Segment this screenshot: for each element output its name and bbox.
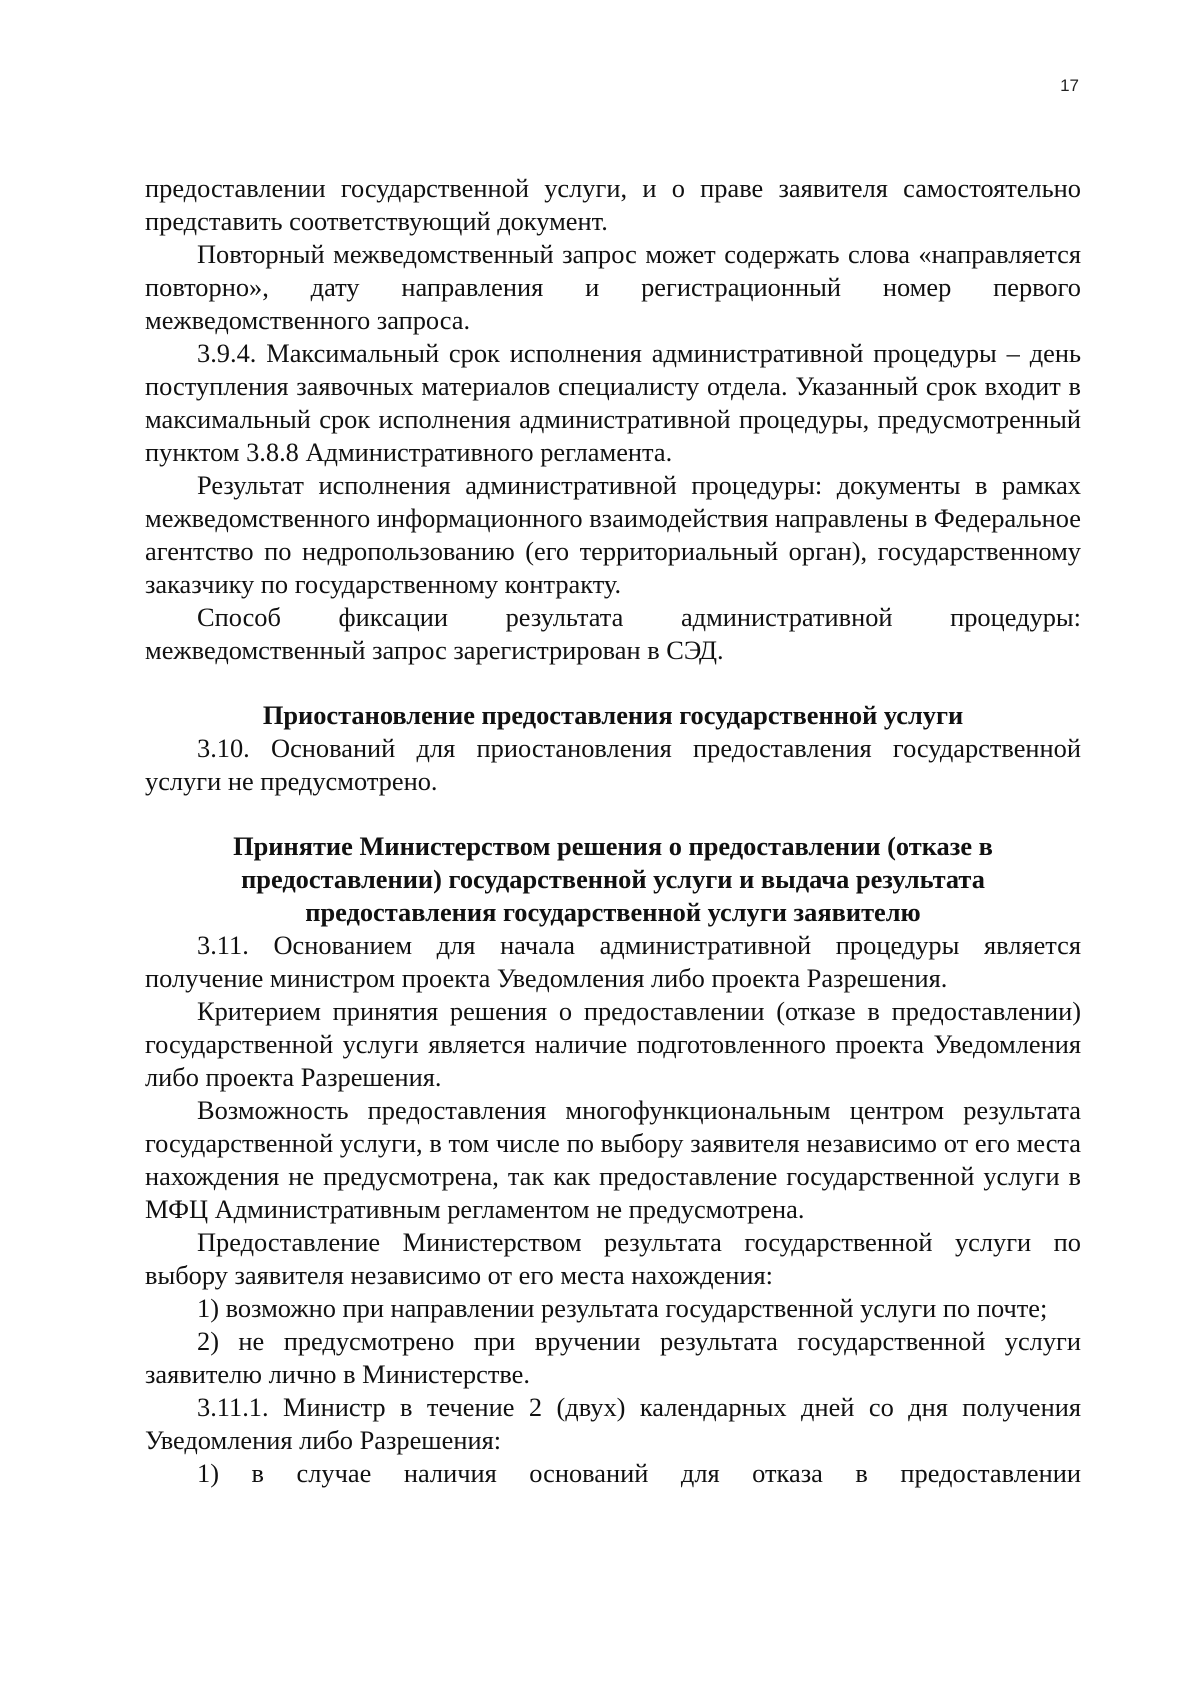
paragraph: 1) в случае наличия оснований для отказа в предоставлении — [197, 1458, 1081, 1488]
section-heading — [145, 699, 1081, 732]
heading-line: предоставлении) государственной услуги и выдача результата — [241, 864, 985, 894]
paragraph: 3.11. Основанием для начала административной процедуры является получение министром проекта Уведомления либо проекта Разрешения. — [145, 930, 1081, 993]
paragraph: 1) возможно при направлении результата государственной услуги по почте; — [197, 1293, 1048, 1323]
paragraph: Критерием принятия решения о предоставлении (отказе в предоставлении) государственной услуги является наличие подготовленного проекта Уведомления либо проекта Разрешения. — [145, 996, 1081, 1092]
paragraph: 2) не предусмотрено при вручении результата государственной услуги заявителю лично в Министерстве. — [145, 1326, 1081, 1389]
section-spacer — [145, 798, 1081, 830]
page-number: 17 — [1060, 76, 1079, 95]
paragraph: Повторный межведомственный запрос может содержать слова «направляется повторно», дату направления и регистрационный номер первого межведомственного запроса. — [145, 239, 1081, 335]
paragraph: 3.10. Оснований для приостановления предоставления государственной услуги не предусмотрено. — [145, 733, 1081, 796]
heading-line: Принятие Министерством решения о предоставлении (отказе в — [233, 831, 993, 861]
document-body — [145, 172, 1081, 1490]
paragraph: 3.11.1. Министр в течение 2 (двух) календарных дней со дня получения Уведомления либо Разрешения: — [145, 1392, 1081, 1455]
heading-line: предоставления государственной услуги заявителю — [305, 897, 921, 927]
paragraph: 3.9.4. Максимальный срок исполнения административной процедуры – день поступления заявочных материалов специалисту отдела. Указанный срок входит в максимальный срок исполнения административной процедуры, предусмотренный пунктом 3.8.8 Административного регламента. — [145, 338, 1081, 467]
paragraph: предоставлении государственной услуги, и о праве заявителя самостоятельно представить соответствующий документ. — [145, 173, 1081, 236]
heading-line: Приостановление предоставления государственной услуги — [262, 700, 964, 730]
section-spacer — [145, 667, 1081, 699]
section-heading — [145, 830, 1081, 929]
paragraph: Предоставление Министерством результата государственной услуги по выбору заявителя независимо от его места нахождения: — [145, 1227, 1081, 1290]
paragraph: Способ фиксации результата административной процедуры: межведомственный запрос зарегистрирован в СЭД. — [145, 602, 1081, 665]
paragraph: Результат исполнения административной процедуры: документы в рамках межведомственного информационного взаимодействия направлены в Федеральное агентство по недропользованию (его территориальный орган), государственному заказчику по государственному контракту. — [145, 470, 1081, 599]
paragraph: Возможность предоставления многофункциональным центром результата государственной услуги, в том числе по выбору заявителя независимо от его места нахождения не предусмотрена, так как предоставление государственной услуги в МФЦ Административным регламентом не предусмотрена. — [145, 1095, 1081, 1224]
